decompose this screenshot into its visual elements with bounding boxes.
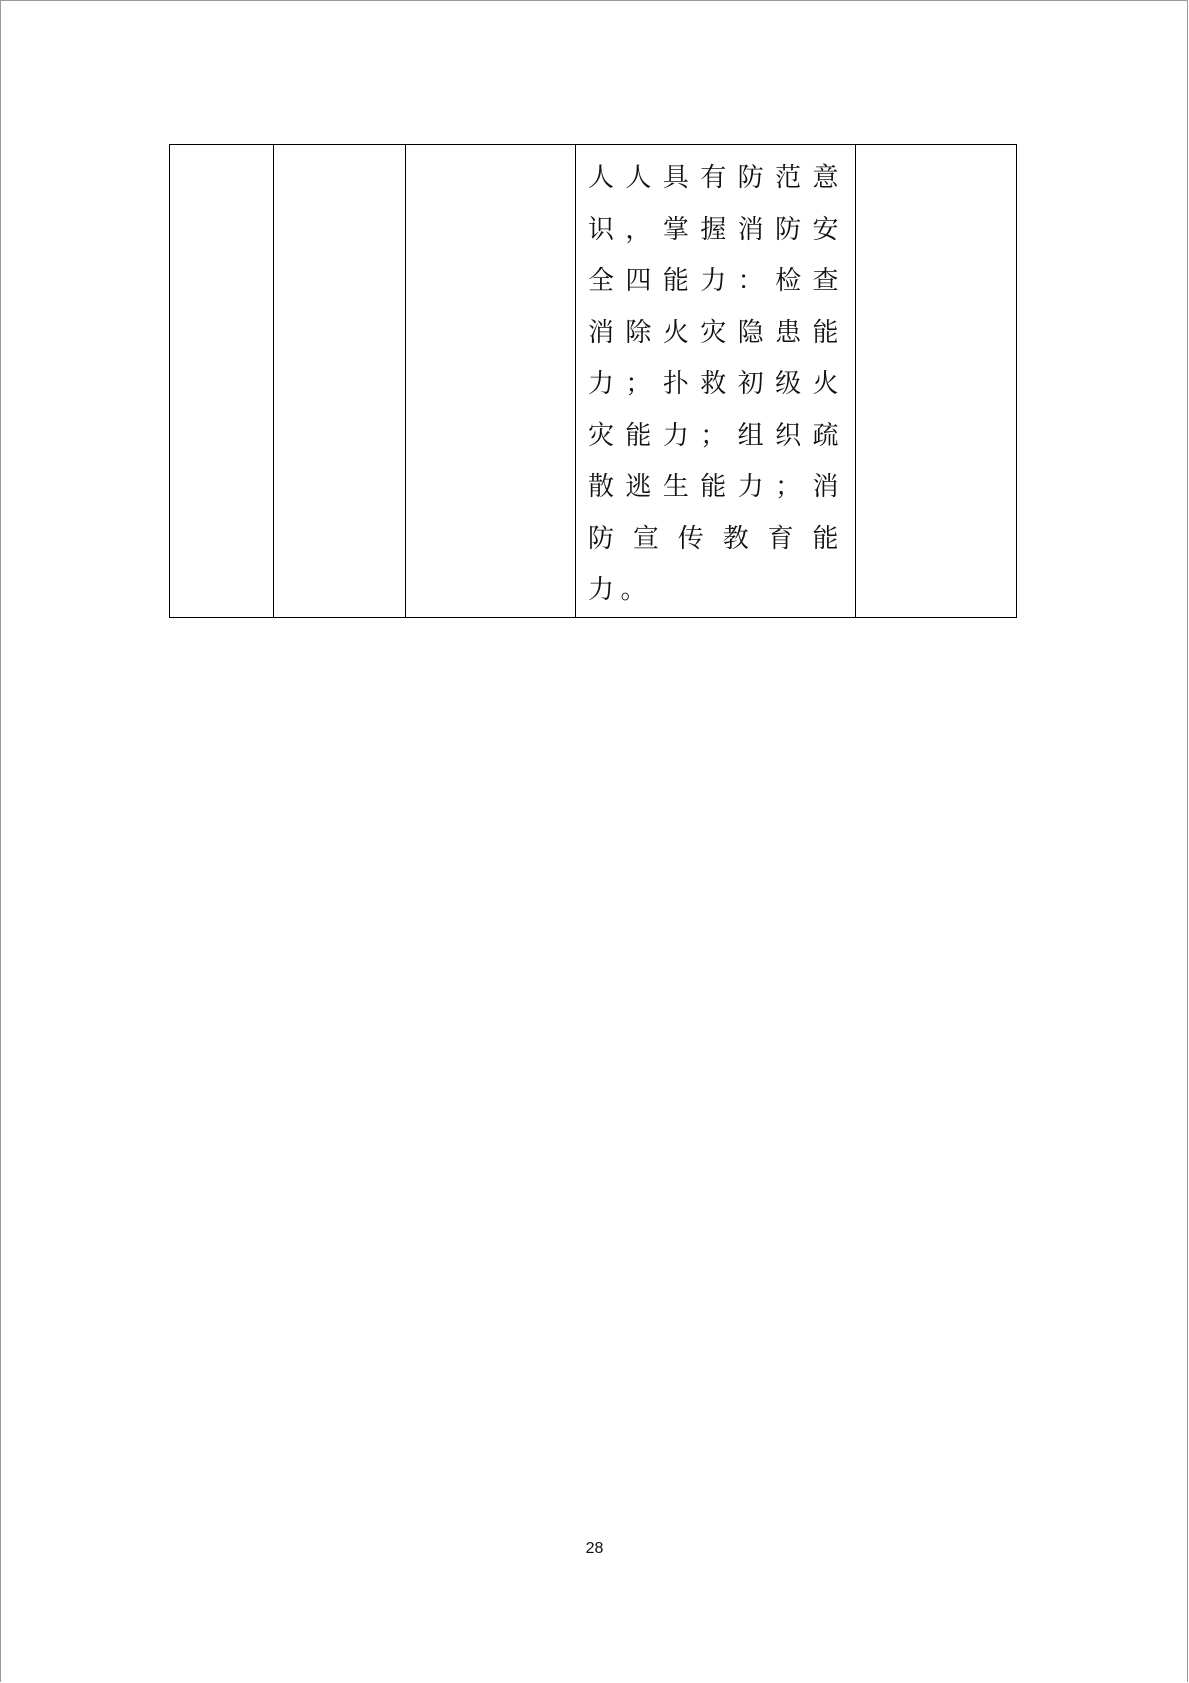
table-cell-1 [170,145,274,618]
table-cell-4 [576,145,856,618]
table-cell-3 [406,145,576,618]
table-cell-2 [274,145,406,618]
table-cell-5 [856,145,1017,618]
fire-safety-text: 人人具有防范意识，掌握消防安全四能力：检查消除火灾隐患能力；扑救初级火灾能力；组织疏散逃生能力；消防宣传教育能力。 [588,163,845,605]
table-row [170,145,1017,618]
page-number: 28 [585,1540,604,1557]
content-table [169,144,1017,618]
